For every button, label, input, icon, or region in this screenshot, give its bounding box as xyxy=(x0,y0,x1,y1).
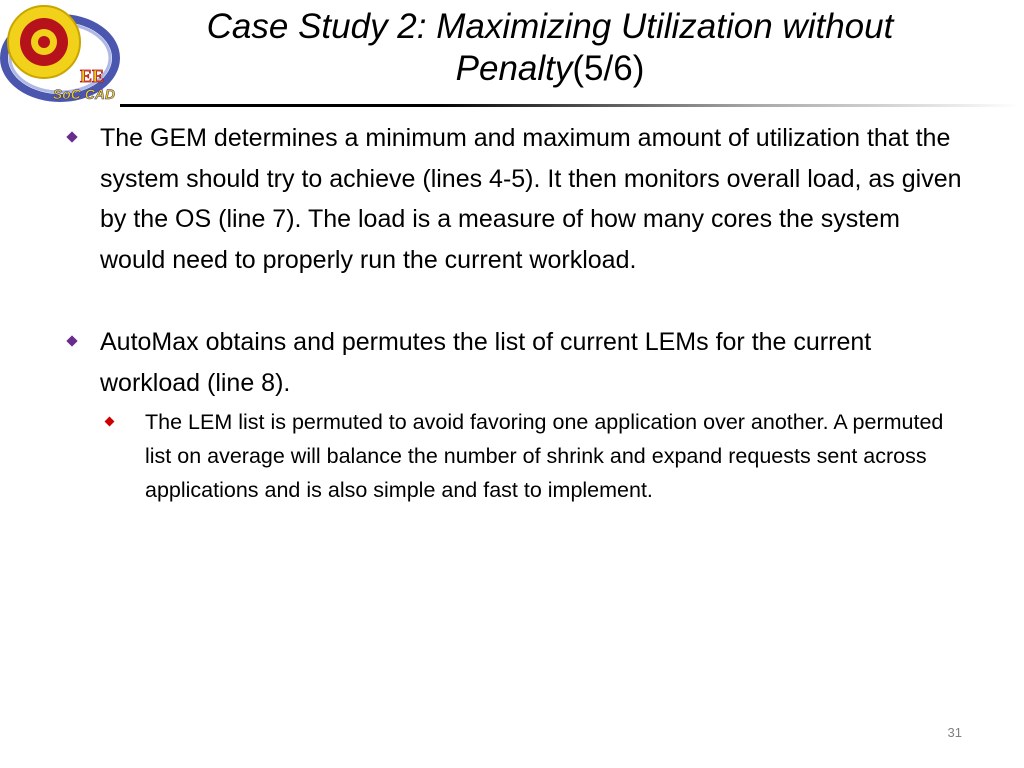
title-divider xyxy=(120,104,1020,107)
soc-cad-logo xyxy=(0,0,125,105)
sub-bullet-diamond-icon xyxy=(105,417,115,427)
bullet-item xyxy=(62,118,962,280)
slide-title xyxy=(150,6,950,90)
logo-soc-cad-text: SoC CAD xyxy=(52,86,116,102)
bullet-item xyxy=(62,322,962,403)
logo-ee-text: EE xyxy=(79,66,105,86)
slide-body xyxy=(62,118,962,507)
slide-title-suffix: (5/6) xyxy=(572,49,645,88)
logo-graphic xyxy=(0,0,125,105)
bullet-text: AutoMax obtains and permutes the list of current LEMs for the current workload (line 8). xyxy=(100,328,872,397)
sub-bullet-item xyxy=(100,405,975,507)
bullet-diamond-icon xyxy=(66,131,77,142)
bullet-diamond-icon xyxy=(66,335,77,346)
slide-title-main: Case Study 2: Maximizing Utilization without Penalty xyxy=(206,7,894,88)
page-number: 31 xyxy=(947,725,962,740)
bullet-text: The GEM determines a minimum and maximum amount of utilization that the system should try to achieve (lines 4-5). It then monitors overall load, as given by the OS (line 7). The load is a measure of how many cores the system would need to properly run the current workload. xyxy=(100,124,962,274)
sub-bullet-text: The LEM list is permuted to avoid favoring one application over another. A permuted list on average will balance the number of shrink and expand requests sent across applications and is also simple and fast to implement. xyxy=(145,410,944,502)
